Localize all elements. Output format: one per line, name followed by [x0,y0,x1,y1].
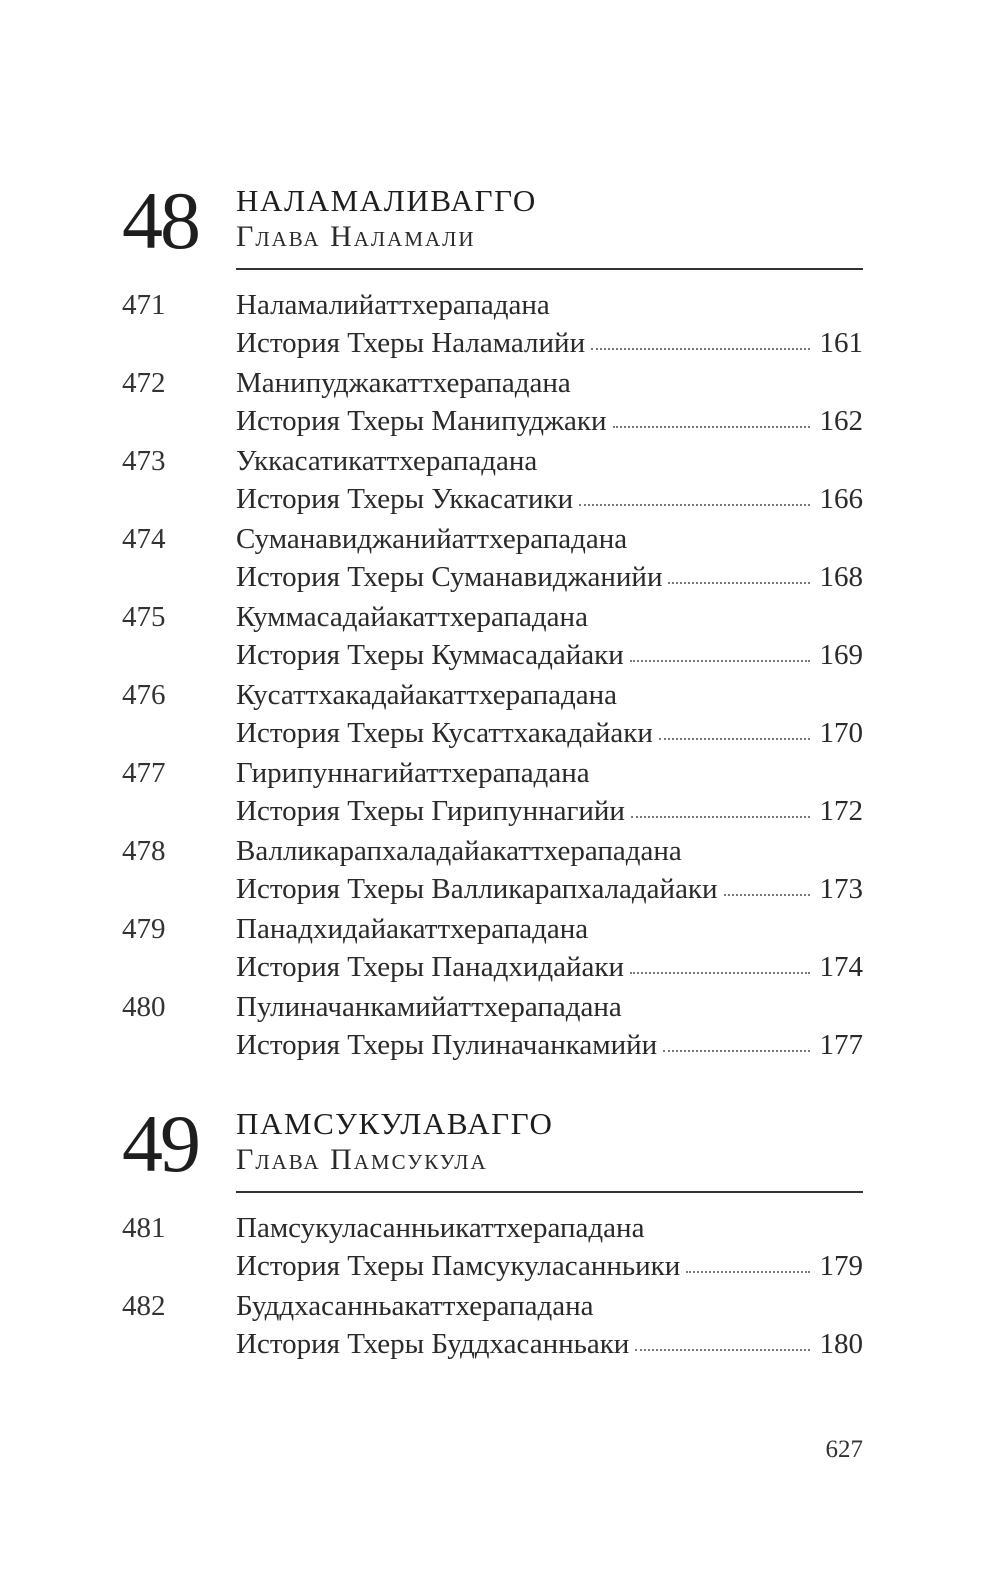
dot-leader [579,500,809,506]
entry-page-number: 172 [819,795,863,827]
toc-entry-478[interactable] [0,832,1000,910]
entry-story-title: История Тхеры Кусаттхакадайаки [236,717,653,749]
entry-pali-title: Кусаттхакадайакаттхерападана [236,679,618,711]
toc-entry-477[interactable] [0,754,1000,832]
toc-entry-475[interactable] [0,598,1000,676]
entry-number: 476 [122,679,166,711]
entry-story-title: История Тхеры Куммасадайаки [236,639,624,671]
chapter-48 [0,175,1000,1061]
entry-story-line [236,714,863,754]
chapter-number: 48 [122,175,198,266]
chapter-title: ПАМСУКУЛАВАГГО [236,1106,554,1141]
entry-story-title: История Тхеры Буддхасанньаки [236,1328,630,1360]
dot-leader [724,890,810,896]
entry-page-number: 180 [819,1328,863,1360]
entry-story-title: История Тхеры Уккасатики [236,483,574,515]
toc-entry-474[interactable] [0,520,1000,598]
entry-number: 475 [122,601,166,633]
entry-number: 471 [122,289,166,321]
entry-pali-title: Манипуджакаттхерападана [236,367,571,399]
dot-leader [635,1345,809,1351]
entry-number: 474 [122,523,166,555]
entry-story-line [236,636,863,676]
page-number: 627 [825,1436,863,1463]
entry-story-title: История Тхеры Наламалийи [236,327,586,359]
chapter-subtitle: Глава Памсукула [236,1143,488,1176]
entry-pali-title: Куммасадайакаттхерападана [236,601,588,633]
entry-pali-title: Суманавиджанийаттхерападана [236,523,628,555]
entry-pali-title: Гирипуннагийаттхерападана [236,757,590,789]
entry-story-line [236,792,863,832]
entry-pali-title: Буддхасанньакаттхерападана [236,1290,594,1322]
dot-leader [659,734,810,740]
dot-leader [631,812,810,818]
chapter-rule [236,1191,863,1193]
entry-page-number: 177 [819,1029,863,1061]
entry-number: 480 [122,991,166,1023]
entry-story-line [236,1247,863,1287]
entry-story-title: История Тхеры Суманавиджанийи [236,561,663,593]
dot-leader [663,1046,809,1052]
toc-entry-479[interactable] [0,910,1000,988]
entry-number: 478 [122,835,166,867]
entry-story-title: История Тхеры Валликарапхаладайаки [236,873,718,905]
entry-story-line [236,402,863,442]
entry-pali-title: Памсукуласанньикаттхерападана [236,1212,645,1244]
entry-story-line [236,1325,863,1365]
entry-story-title: История Тхеры Панадхидайаки [236,951,624,983]
entry-number: 473 [122,445,166,477]
chapter-entries [0,286,1000,1066]
entry-story-line [236,558,863,598]
entry-page-number: 166 [819,483,863,515]
toc-entry-482[interactable] [0,1287,1000,1365]
chapter-rule [236,268,863,270]
entry-page-number: 161 [819,327,863,359]
toc-entry-472[interactable] [0,364,1000,442]
chapter-entries [0,1209,1000,1365]
dot-leader [686,1267,809,1273]
toc-entry-471[interactable] [0,286,1000,364]
entry-pali-title: Валликарапхаладайакаттхерападана [236,835,682,867]
entry-pali-title: Пулиначанкамийаттхерападана [236,991,622,1023]
entry-number: 472 [122,367,166,399]
entry-page-number: 168 [819,561,863,593]
entry-page-number: 173 [819,873,863,905]
entry-story-title: История Тхеры Гирипуннагийи [236,795,625,827]
dot-leader [630,968,810,974]
dot-leader [591,344,809,350]
entry-story-line [236,324,863,364]
entry-story-title: История Тхеры Пулиначанкамийи [236,1029,658,1061]
entry-number: 477 [122,757,166,789]
entry-number: 481 [122,1212,166,1244]
chapter-49 [0,1098,1000,1360]
entry-page-number: 179 [819,1250,863,1282]
toc-entry-480[interactable] [0,988,1000,1066]
entry-story-title: История Тхеры Манипуджаки [236,405,607,437]
chapter-title: НАЛАМАЛИВАГГО [236,183,537,218]
entry-story-line [236,948,863,988]
entry-page-number: 170 [819,717,863,749]
entry-page-number: 169 [819,639,863,671]
entry-story-title: История Тхеры Памсукуласанньики [236,1250,681,1282]
entry-pali-title: Панадхидайакаттхерападана [236,913,589,945]
entry-page-number: 174 [819,951,863,983]
entry-story-line [236,480,863,520]
toc-entry-481[interactable] [0,1209,1000,1287]
entry-number: 482 [122,1290,166,1322]
entry-page-number: 162 [819,405,863,437]
entry-story-line [236,870,863,910]
entry-story-line [236,1026,863,1066]
entry-pali-title: Наламалийаттхерападана [236,289,550,321]
toc-entry-473[interactable] [0,442,1000,520]
dot-leader [668,578,809,584]
chapter-number: 49 [122,1098,198,1189]
dot-leader [613,422,810,428]
chapter-header [0,1098,1000,1193]
toc-entry-476[interactable] [0,676,1000,754]
dot-leader [630,656,810,662]
chapter-subtitle: Глава Наламали [236,220,476,253]
chapter-header [0,175,1000,270]
entry-pali-title: Уккасатикаттхерападана [236,445,538,477]
entry-number: 479 [122,913,166,945]
